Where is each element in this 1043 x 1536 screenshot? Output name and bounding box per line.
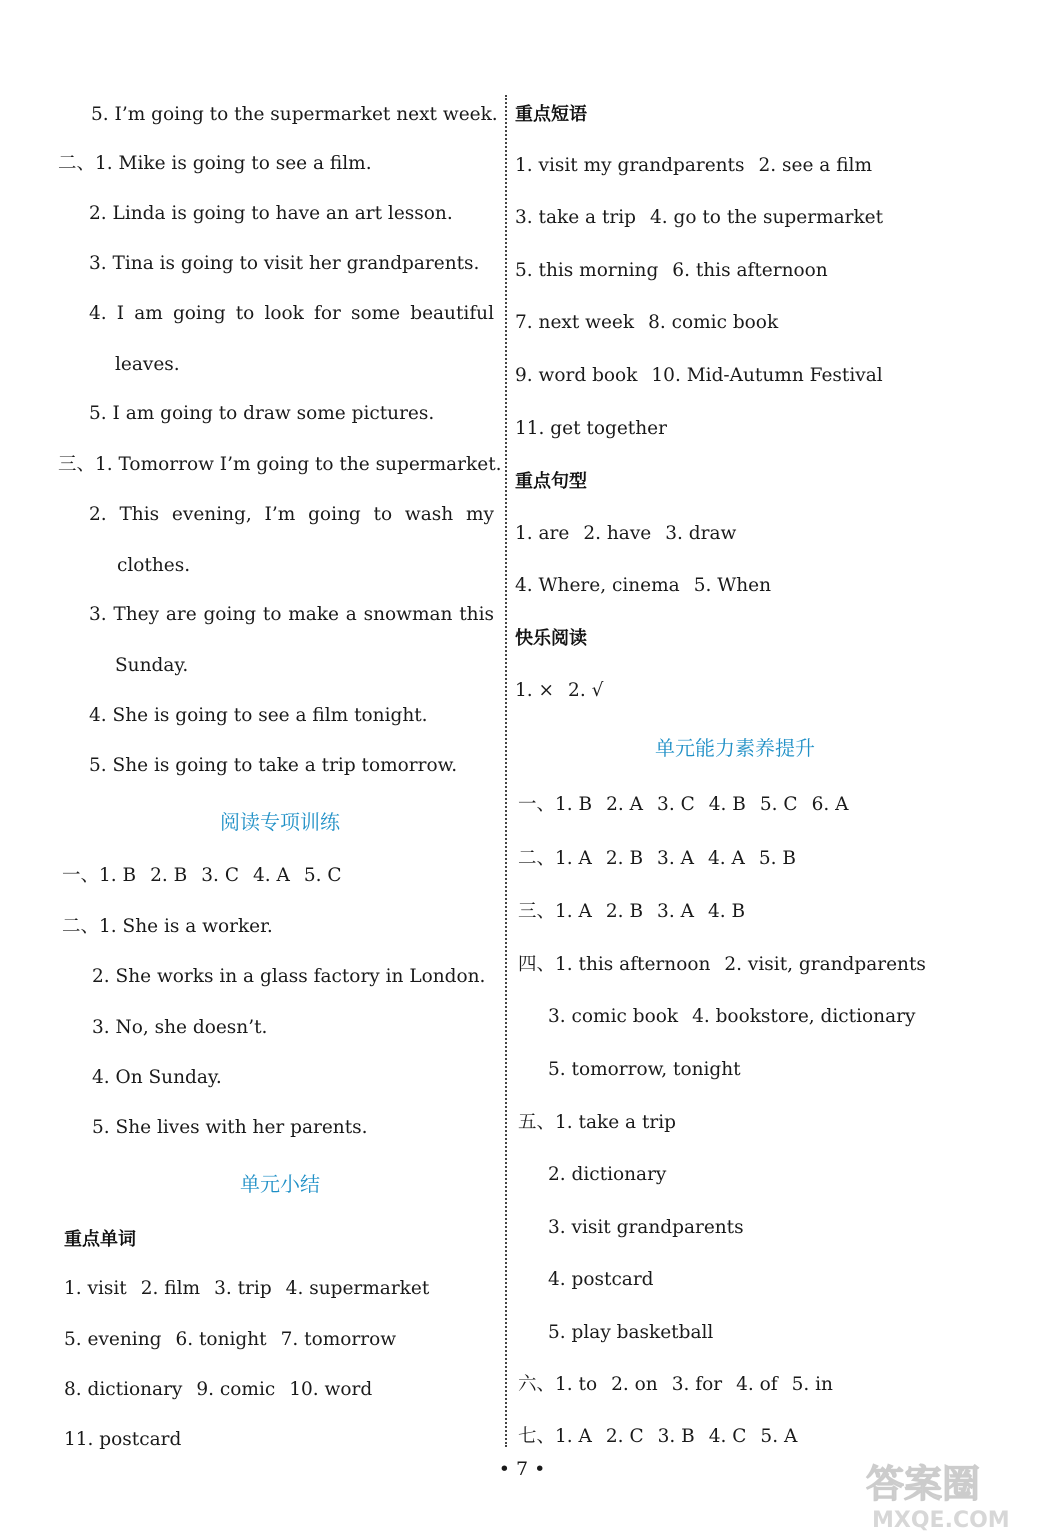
answer-line: 3. take a trip 4. go to the supermarket [515,207,884,228]
sentences-heading: 重点句型 [515,471,587,492]
answer-line: 4. Where, cinema 5. When [515,575,772,596]
answer-line: 11. postcard [64,1429,182,1450]
answer-line: 四、1. this afternoon 2. visit, grandparents [518,954,926,975]
answer-line: 9. word book 10. Mid-Autumn Festival [515,365,883,386]
answer-line: 4. postcard [548,1269,654,1290]
column-divider [505,95,507,1447]
answer-line: 5. this morning 6. this afternoon [515,260,828,281]
answer-line: 5. She lives with her parents. [92,1117,368,1138]
answer-line: 1. visit 2. film 3. trip 4. supermarket [64,1278,430,1299]
watermark-top-text: 答案圈 [866,1462,981,1506]
answer-line: 5. She is going to take a trip tomorrow. [89,755,458,776]
answer-line: 8. dictionary 9. comic 10. word [64,1379,373,1400]
answer-line: 3. Tina is going to visit her grandparents. [89,253,480,274]
answer-line: 三、1. Tomorrow I’m going to the supermarket. [58,454,502,475]
answer-line: 3. visit grandparents [548,1217,744,1238]
watermark-bottom-text: MXQE.COM [872,1508,1010,1533]
answer-line: 7. next week 8. comic book [515,312,779,333]
answer-line: 3. They are going to make a snowman this [89,604,494,625]
answer-line: 1. visit my grandparents 2. see a film [515,155,872,176]
answer-line: 3. comic book 4. bookstore, dictionary [548,1006,916,1027]
answer-line: 11. get together [515,418,667,439]
answer-line: 二、1. A 2. B 3. A 4. A 5. B [518,848,796,869]
answer-line: 5. evening 6. tonight 7. tomorrow [64,1329,397,1350]
answer-line: 1. are 2. have 3. draw [515,523,737,544]
answer-line: 3. No, she doesn’t. [92,1017,268,1038]
page-number: • 7 • [498,1458,546,1480]
answer-line: 五、1. take a trip [518,1112,676,1133]
answer-line: 六、1. to 2. on 3. for 4. of 5. in [518,1374,833,1395]
happy-reading-heading: 快乐阅读 [515,628,587,649]
answer-line: 1. × 2. √ [515,680,604,701]
answer-line: 5. play basketball [548,1322,714,1343]
answer-line: 三、1. A 2. B 3. A 4. B [518,901,746,922]
answer-line: 5. I’m going to the supermarket next week. [91,104,498,125]
answer-line: 七、1. A 2. C 3. B 4. C 5. A [518,1426,798,1447]
answer-line: 2. She works in a glass factory in London. [92,966,486,987]
answer-line: 二、1. Mike is going to see a film. [58,153,372,174]
section-title-summary: 单元小结 [240,1172,320,1196]
phrases-heading: 重点短语 [515,104,587,125]
answer-line: 一、1. B 2. B 3. C 4. A 5. C [62,865,342,886]
answer-line: clothes. [117,555,191,576]
words-heading: 重点单词 [64,1229,136,1250]
answer-line: Sunday. [115,655,189,676]
answer-line: 5. I am going to draw some pictures. [89,403,435,424]
answer-line: 一、1. B 2. A 3. C 4. B 5. C 6. A [518,794,849,815]
answer-line: leaves. [115,354,180,375]
answer-line: 5. tomorrow, tonight [548,1059,741,1080]
answer-line: 2. Linda is going to have an art lesson. [89,203,453,224]
answer-line: 4. On Sunday. [92,1067,222,1088]
section-title-reading: 阅读专项训练 [220,810,340,834]
answer-line: 2. This evening, I’m going to wash my [89,504,494,525]
answer-line: 2. dictionary [548,1164,667,1185]
answer-line: 二、1. She is a worker. [62,916,273,937]
section-title-ability: 单元能力素养提升 [655,736,815,760]
answer-line: 4. She is going to see a film tonight. [89,705,428,726]
watermark-logo [862,1455,1037,1533]
answer-line: 4. I am going to look for some beautiful [89,303,494,324]
